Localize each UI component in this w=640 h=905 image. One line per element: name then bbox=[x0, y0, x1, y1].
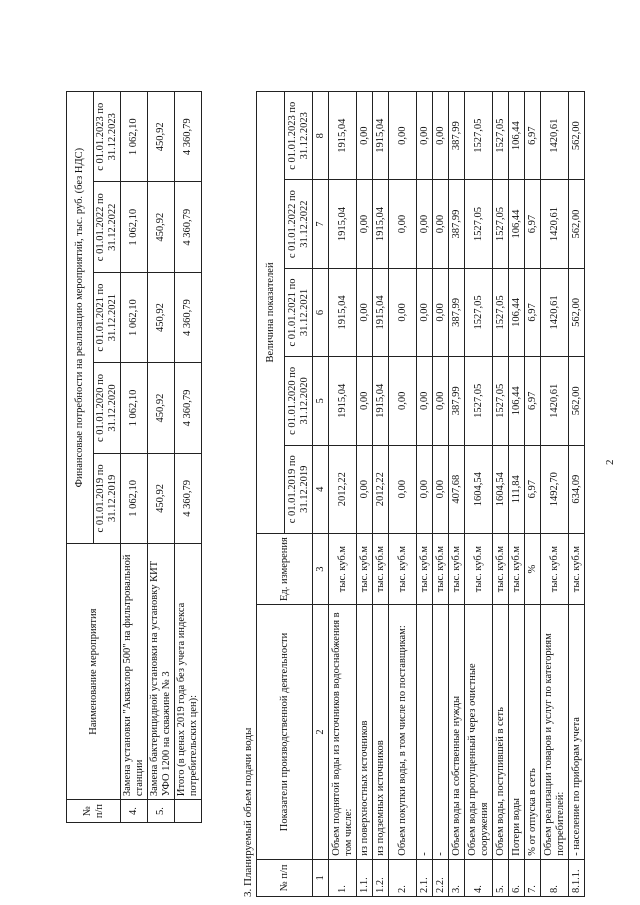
table-row bbox=[465, 92, 493, 897]
row-no: 3. bbox=[449, 859, 465, 896]
row-name: - население по приборам учета bbox=[569, 605, 585, 859]
row-value: 4 360,79 bbox=[175, 182, 202, 272]
table-row bbox=[509, 92, 525, 897]
table-row bbox=[175, 92, 202, 823]
row-name: - bbox=[433, 605, 449, 859]
row-value: 6,97 bbox=[525, 92, 541, 180]
water-volume-table bbox=[256, 91, 585, 897]
row-value: 1 062,10 bbox=[121, 92, 148, 183]
row-value: 6,97 bbox=[525, 268, 541, 356]
row-no: 2. bbox=[389, 859, 417, 896]
col-number: 4 bbox=[313, 445, 329, 533]
col-number: 1 bbox=[313, 859, 329, 896]
table-row bbox=[148, 92, 175, 823]
t1-period: с 01.01.2023 по 31.12.2023 bbox=[94, 92, 121, 183]
row-value: 387,99 bbox=[449, 92, 465, 180]
row-unit: % bbox=[525, 533, 541, 604]
row-value: 0,00 bbox=[433, 268, 449, 356]
row-value: 1 062,10 bbox=[121, 363, 148, 453]
row-value: 1915,04 bbox=[329, 92, 357, 180]
row-unit: тыс. куб.м bbox=[389, 533, 417, 604]
page-number: 2 bbox=[604, 459, 616, 465]
row-no: 5. bbox=[148, 800, 175, 823]
row-no: 5. bbox=[493, 859, 509, 896]
row-value: 1915,04 bbox=[373, 357, 389, 445]
row-name: Объем воды, поступившей в сеть bbox=[493, 605, 509, 859]
row-value: 1915,04 bbox=[329, 357, 357, 445]
row-value: 0,00 bbox=[357, 92, 373, 180]
t2-header-values: Величина показателей bbox=[257, 92, 285, 534]
row-value: 450,92 bbox=[148, 182, 175, 272]
row-name: из поверхностных источников bbox=[357, 605, 373, 859]
row-name: Объем покупки воды, в том числе по поставщикам: bbox=[389, 605, 417, 859]
table-row bbox=[121, 92, 148, 823]
table-row bbox=[449, 92, 465, 897]
row-value: 4 360,79 bbox=[175, 363, 202, 453]
row-unit: тыс. куб.м bbox=[569, 533, 585, 604]
col-number: 7 bbox=[313, 180, 329, 268]
row-name: из подземных источников bbox=[373, 605, 389, 859]
row-value: 407,68 bbox=[449, 445, 465, 533]
row-value: 2012,22 bbox=[329, 445, 357, 533]
row-value: 1492,70 bbox=[541, 445, 569, 533]
row-name: Замена бактерицидной установки на установку КИТ УФО 1200 на скважине № 3 bbox=[148, 544, 175, 800]
row-value: 4 360,79 bbox=[175, 272, 202, 362]
row-value: 2012,22 bbox=[373, 445, 389, 533]
col-number: 3 bbox=[313, 533, 329, 604]
row-value: 106,44 bbox=[509, 357, 525, 445]
t2-body bbox=[329, 92, 585, 897]
row-no: 4. bbox=[465, 859, 493, 896]
t2-period: с 01.01.2021 по 31.12.2021 bbox=[285, 268, 313, 356]
t2-header-name: Показатели производственной деятельности bbox=[257, 605, 313, 859]
row-value: 0,00 bbox=[389, 268, 417, 356]
row-value: 0,00 bbox=[417, 445, 433, 533]
row-name: Объем реализации товаров и услуг по категориям потребителей: bbox=[541, 605, 569, 859]
row-value: 0,00 bbox=[417, 357, 433, 445]
row-value: 1915,04 bbox=[329, 268, 357, 356]
table-row bbox=[357, 92, 373, 897]
row-value: 106,44 bbox=[509, 268, 525, 356]
row-value: 562,00 bbox=[569, 357, 585, 445]
row-value: 0,00 bbox=[389, 357, 417, 445]
row-value: 106,44 bbox=[509, 92, 525, 180]
t2-period: с 01.01.2023 по 31.12.2023 bbox=[285, 92, 313, 180]
row-value: 387,99 bbox=[449, 180, 465, 268]
t2-period: с 01.01.2020 по 31.12.2020 bbox=[285, 357, 313, 445]
row-name: % от отпуска в сеть bbox=[525, 605, 541, 859]
row-value: 6,97 bbox=[525, 180, 541, 268]
row-value: 0,00 bbox=[357, 180, 373, 268]
table-row bbox=[541, 92, 569, 897]
row-value: 0,00 bbox=[389, 445, 417, 533]
row-value: 0,00 bbox=[417, 268, 433, 356]
row-value: 0,00 bbox=[357, 357, 373, 445]
row-no: 2.1. bbox=[417, 859, 433, 896]
table-row bbox=[569, 92, 585, 897]
row-no: 7. bbox=[525, 859, 541, 896]
row-unit: тыс. куб.м bbox=[329, 533, 357, 604]
row-value: 450,92 bbox=[148, 363, 175, 453]
table-row bbox=[525, 92, 541, 897]
row-value: 1915,04 bbox=[373, 92, 389, 180]
row-name: Замена установки "Аквахлор 500" на фильтровальной станции bbox=[121, 544, 148, 800]
row-value: 0,00 bbox=[417, 180, 433, 268]
t2-header-no: № п/п bbox=[257, 859, 313, 896]
t1-header-name: Наименование мероприятия bbox=[67, 544, 121, 800]
row-unit: тыс. куб.м bbox=[433, 533, 449, 604]
row-value: 1420,61 bbox=[541, 357, 569, 445]
row-unit: тыс. куб.м bbox=[417, 533, 433, 604]
table-row bbox=[433, 92, 449, 897]
row-unit: тыс. куб.м bbox=[493, 533, 509, 604]
row-name: Объем воды пропущенный через очистные сооружения bbox=[465, 605, 493, 859]
t2-period: с 01.01.2022 по 31.12.2022 bbox=[285, 180, 313, 268]
row-value: 562,00 bbox=[569, 268, 585, 356]
row-value: 1420,61 bbox=[541, 268, 569, 356]
row-name: - bbox=[417, 605, 433, 859]
row-value: 1 062,10 bbox=[121, 453, 148, 543]
row-value: 387,99 bbox=[449, 357, 465, 445]
col-number: 5 bbox=[313, 357, 329, 445]
row-no: 2.2. bbox=[433, 859, 449, 896]
t1-period: с 01.01.2022 по 31.12.2022 bbox=[94, 182, 121, 272]
row-value: 1915,04 bbox=[329, 180, 357, 268]
row-value: 0,00 bbox=[433, 92, 449, 180]
row-value: 4 360,79 bbox=[175, 92, 202, 183]
table-row bbox=[329, 92, 357, 897]
row-name: Объем поднятой воды из источников водоснабжения в том числе: bbox=[329, 605, 357, 859]
section-caption: 3. Планируемый объем подачи воды bbox=[242, 727, 254, 897]
row-value: 1527,05 bbox=[493, 92, 509, 180]
row-value: 1527,05 bbox=[465, 268, 493, 356]
row-value: 4 360,79 bbox=[175, 453, 202, 543]
table-row bbox=[389, 92, 417, 897]
row-value: 1527,05 bbox=[465, 357, 493, 445]
row-value: 450,92 bbox=[148, 272, 175, 362]
row-no: 1. bbox=[329, 859, 357, 896]
row-value: 1420,61 bbox=[541, 180, 569, 268]
row-value: 1604,54 bbox=[493, 445, 509, 533]
row-no: 4. bbox=[121, 800, 148, 823]
row-no bbox=[175, 800, 202, 823]
row-value: 0,00 bbox=[357, 445, 373, 533]
row-name: Потери воды bbox=[509, 605, 525, 859]
row-value: 0,00 bbox=[433, 180, 449, 268]
row-value: 0,00 bbox=[357, 268, 373, 356]
row-value: 1527,05 bbox=[465, 92, 493, 180]
row-no: 6. bbox=[509, 859, 525, 896]
row-unit: тыс. куб.м bbox=[541, 533, 569, 604]
row-value: 1527,05 bbox=[493, 357, 509, 445]
row-value: 1 062,10 bbox=[121, 272, 148, 362]
row-value: 1527,05 bbox=[465, 180, 493, 268]
row-value: 0,00 bbox=[417, 92, 433, 180]
row-name: Объем воды на собственные нужды bbox=[449, 605, 465, 859]
finance-table bbox=[66, 91, 202, 823]
table-row bbox=[493, 92, 509, 897]
row-value: 450,92 bbox=[148, 453, 175, 543]
t1-period: с 01.01.2019 по 31.12.2019 bbox=[94, 453, 121, 543]
t2-period: с 01.01.2019 по 31.12.2019 bbox=[285, 445, 313, 533]
row-unit: тыс. куб.м bbox=[509, 533, 525, 604]
row-value: 387,99 bbox=[449, 268, 465, 356]
row-value: 0,00 bbox=[433, 357, 449, 445]
row-value: 1527,05 bbox=[493, 268, 509, 356]
col-number: 2 bbox=[313, 605, 329, 859]
t1-header-no: № п/п bbox=[67, 800, 121, 823]
col-number: 6 bbox=[313, 268, 329, 356]
row-value: 111,84 bbox=[509, 445, 525, 533]
row-value: 1 062,10 bbox=[121, 182, 148, 272]
row-value: 1915,04 bbox=[373, 180, 389, 268]
table-row bbox=[417, 92, 433, 897]
row-value: 106,44 bbox=[509, 180, 525, 268]
row-value: 0,00 bbox=[433, 445, 449, 533]
col-number: 8 bbox=[313, 92, 329, 180]
t1-header-finance: Финансовые потребности на реализацию мероприятий, тыс. руб. (без НДС) bbox=[67, 92, 94, 544]
row-value: 1420,61 bbox=[541, 92, 569, 180]
t1-period: с 01.01.2020 по 31.12.2020 bbox=[94, 363, 121, 453]
row-value: 6,97 bbox=[525, 445, 541, 533]
row-no: 1.1. bbox=[357, 859, 373, 896]
row-value: 1915,04 bbox=[373, 268, 389, 356]
row-value: 0,00 bbox=[389, 92, 417, 180]
row-no: 8. bbox=[541, 859, 569, 896]
row-value: 562,00 bbox=[569, 92, 585, 180]
row-name: Итого (в ценах 2019 года без учета индекса потребительских цен): bbox=[175, 544, 202, 800]
row-value: 562,00 bbox=[569, 180, 585, 268]
row-no: 8.1.1. bbox=[569, 859, 585, 896]
row-unit: тыс. куб.м bbox=[373, 533, 389, 604]
row-value: 1527,05 bbox=[493, 180, 509, 268]
row-value: 1604,54 bbox=[465, 445, 493, 533]
table-row bbox=[373, 92, 389, 897]
row-value: 6,97 bbox=[525, 357, 541, 445]
t2-header-unit: Ед. измерения bbox=[257, 533, 313, 604]
row-unit: тыс. куб.м bbox=[357, 533, 373, 604]
row-unit: тыс. куб.м bbox=[465, 533, 493, 604]
row-value: 0,00 bbox=[389, 180, 417, 268]
row-unit: тыс. куб.м bbox=[449, 533, 465, 604]
t1-period: с 01.01.2021 по 31.12.2021 bbox=[94, 272, 121, 362]
row-no: 1.2. bbox=[373, 859, 389, 896]
row-value: 450,92 bbox=[148, 92, 175, 183]
row-value: 634,09 bbox=[569, 445, 585, 533]
